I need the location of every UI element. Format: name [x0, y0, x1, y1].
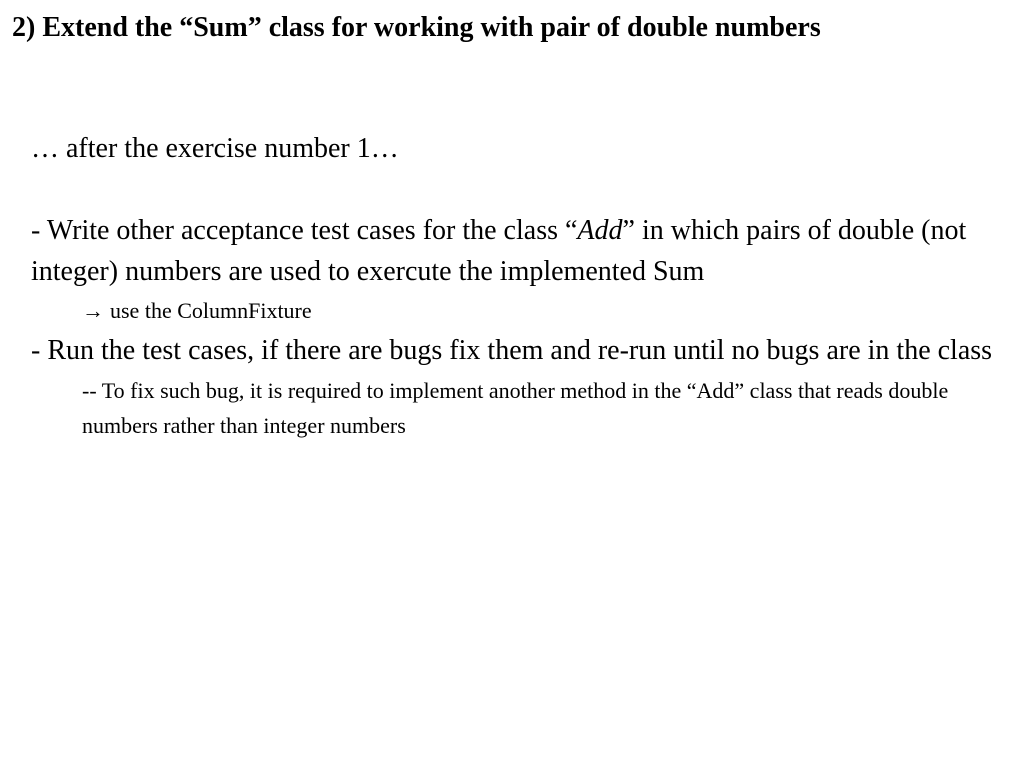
spacer: [31, 169, 996, 210]
sub-bullet-fix-bug: -- To fix such bug, it is required to implement another method in the “Add” class that reads double numbers rather than integer numbers: [82, 378, 949, 438]
column-fixture-text: use the ColumnFixture: [110, 298, 312, 323]
slide-body: [31, 128, 996, 443]
bullet-write-tests-before: - Write other acceptance test cases for the class “: [31, 215, 578, 246]
slide-title: 2) Extend the “Sum” class for working with pair of double numbers: [12, 12, 821, 43]
bullet-write-tests: [31, 210, 996, 292]
intro-text: … after the exercise number 1…: [31, 133, 399, 164]
bullet-write-tests-after: ” in which pairs of double (not integer) numbers are used to exercute the implemented Sum: [31, 215, 967, 287]
sub-bullet-column-fixture: [31, 292, 996, 330]
arrow-right-icon: →: [82, 298, 104, 323]
add-class-name: Add: [577, 215, 623, 246]
bullet-run-tests: - Run the test cases, if there are bugs fix them and re-run until no bugs are in the class: [31, 335, 993, 366]
